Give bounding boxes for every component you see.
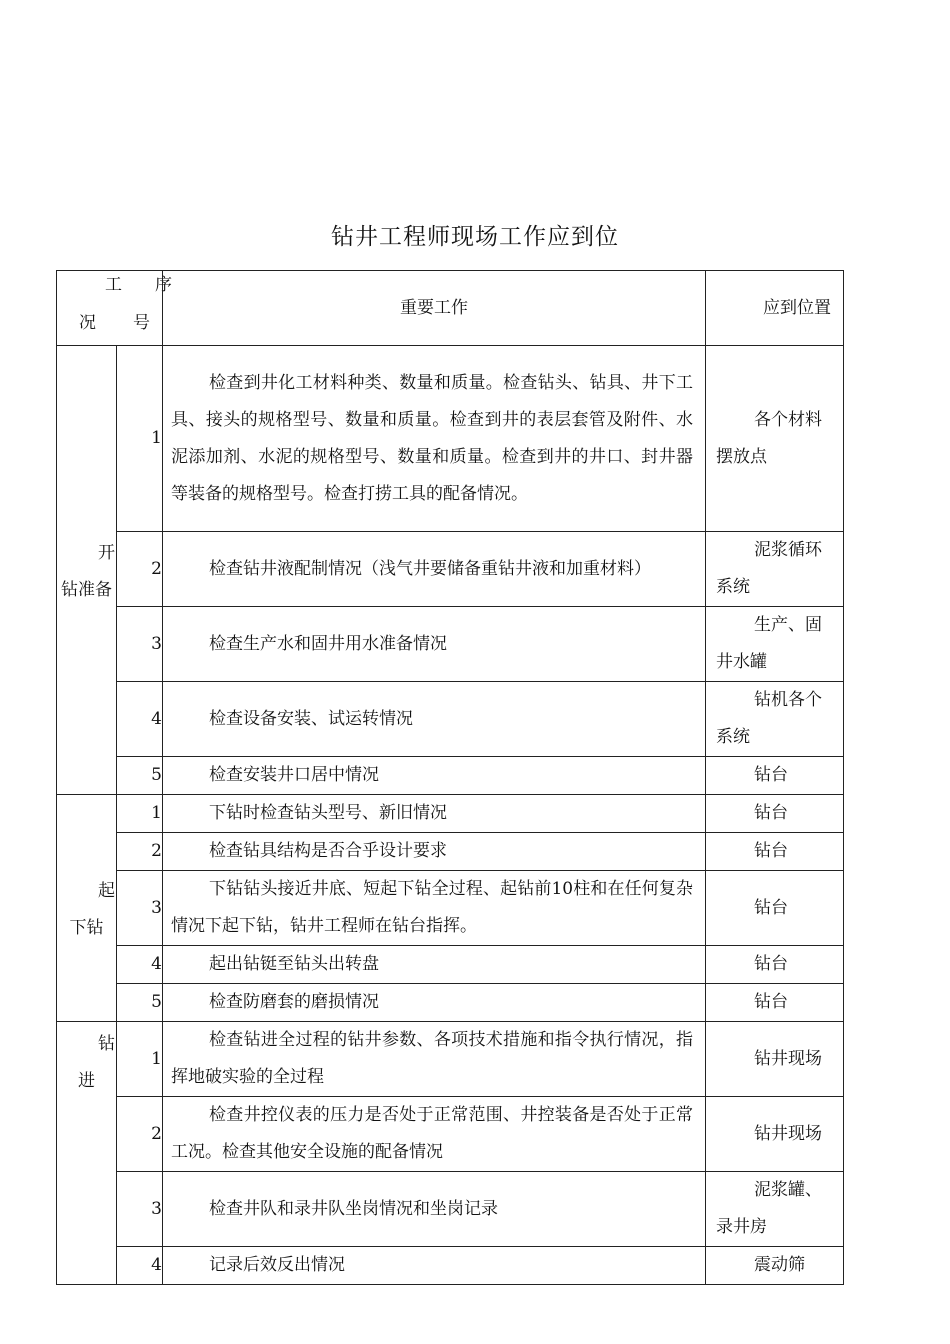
header-process-number (57, 271, 172, 346)
work-cell: 检查钻具结构是否合乎设计要求 (163, 833, 706, 871)
table-row (57, 607, 844, 682)
table-row (57, 1097, 844, 1172)
header-char: 况 (79, 313, 96, 333)
process-label-line1: 钻 (98, 1034, 115, 1054)
location-cell: 钻台 (706, 757, 844, 795)
sequence-number: 1 (117, 795, 163, 833)
table-row (57, 532, 844, 607)
process-label-line2: 钻准备 (61, 580, 112, 600)
sequence-number: 5 (117, 984, 163, 1022)
sequence-number: 3 (117, 1172, 163, 1247)
sequence-number: 2 (117, 833, 163, 871)
table-row (57, 871, 844, 946)
work-cell: 检查防磨套的磨损情况 (163, 984, 706, 1022)
table-row (57, 757, 844, 795)
location-cell: 钻台 (706, 833, 844, 871)
work-cell: 下钻时检查钻头型号、新旧情况 (163, 795, 706, 833)
location-cell: 各个材料摆放点 (706, 346, 844, 532)
location-cell: 震动筛 (706, 1247, 844, 1285)
sequence-number: 3 (117, 871, 163, 946)
page-title: 钻井工程师现场工作应到位 (331, 224, 619, 250)
work-cell: 记录后效反出情况 (163, 1247, 706, 1285)
process-cell (57, 795, 117, 1022)
header-char: 号 (133, 313, 150, 333)
table-row (57, 1022, 844, 1097)
location-cell: 泥浆罐、录井房 (706, 1172, 844, 1247)
header-location: 应到位置 (706, 271, 844, 346)
sequence-number: 2 (117, 532, 163, 607)
table-row (57, 1172, 844, 1247)
location-cell: 钻机各个系统 (706, 682, 844, 757)
sequence-number: 3 (117, 607, 163, 682)
table-row (57, 984, 844, 1022)
work-cell: 下钻钻头接近井底、短起下钻全过程、起钻前10柱和在任何复杂情况下起下钻，钻井工程师在钻台指挥。 (163, 871, 706, 946)
work-cell: 检查生产水和固井用水准备情况 (163, 607, 706, 682)
location-cell: 钻井现场 (706, 1097, 844, 1172)
work-cell: 检查井控仪表的压力是否处于正常范围、井控装备是否处于正常工况。检查其他安全设施的配备情况 (163, 1097, 706, 1172)
table-row (57, 1247, 844, 1285)
work-table (56, 270, 844, 1285)
process-label-line2: 下钻 (69, 918, 104, 938)
table-row (57, 346, 844, 532)
work-cell: 检查钻进全过程的钻井参数、各项技术措施和指令执行情况，指挥地破实验的全过程 (163, 1022, 706, 1097)
process-cell (57, 346, 117, 795)
location-cell: 钻台 (706, 946, 844, 984)
process-label-line2: 进 (78, 1071, 95, 1091)
table-row (57, 833, 844, 871)
location-cell: 钻台 (706, 795, 844, 833)
sequence-number: 4 (117, 1247, 163, 1285)
work-cell: 起出钻铤至钻头出转盘 (163, 946, 706, 984)
sequence-number: 4 (117, 682, 163, 757)
header-char: 序 (155, 275, 172, 295)
sequence-number: 1 (117, 346, 163, 532)
location-cell: 钻台 (706, 871, 844, 946)
process-label-line1: 开 (98, 543, 115, 563)
table-row (57, 946, 844, 984)
table-row (57, 682, 844, 757)
header-char: 工 (105, 275, 122, 295)
header-work: 重要工作 (163, 271, 706, 346)
table-header-row (57, 271, 844, 346)
sequence-number: 5 (117, 757, 163, 795)
work-cell: 检查设备安装、试运转情况 (163, 682, 706, 757)
sequence-number: 4 (117, 946, 163, 984)
location-cell: 生产、固井水罐 (706, 607, 844, 682)
location-cell: 泥浆循环系统 (706, 532, 844, 607)
work-cell: 检查井队和录井队坐岗情况和坐岗记录 (163, 1172, 706, 1247)
location-cell: 钻台 (706, 984, 844, 1022)
work-cell: 检查钻井液配制情况（浅气井要储备重钻井液和加重材料） (163, 532, 706, 607)
work-cell: 检查到井化工材料种类、数量和质量。检查钻头、钻具、井下工具、接头的规格型号、数量和质量。检查到井的表层套管及附件、水泥添加剂、水泥的规格型号、数量和质量。检查到井的井口、封井器等装备的规格型号。检查打捞工具的配备情况。 (163, 346, 706, 532)
sequence-number: 2 (117, 1097, 163, 1172)
table-row (57, 795, 844, 833)
work-cell: 检查安装井口居中情况 (163, 757, 706, 795)
sequence-number: 1 (117, 1022, 163, 1097)
process-label-line1: 起 (98, 881, 115, 901)
process-cell (57, 1022, 117, 1285)
location-cell: 钻井现场 (706, 1022, 844, 1097)
